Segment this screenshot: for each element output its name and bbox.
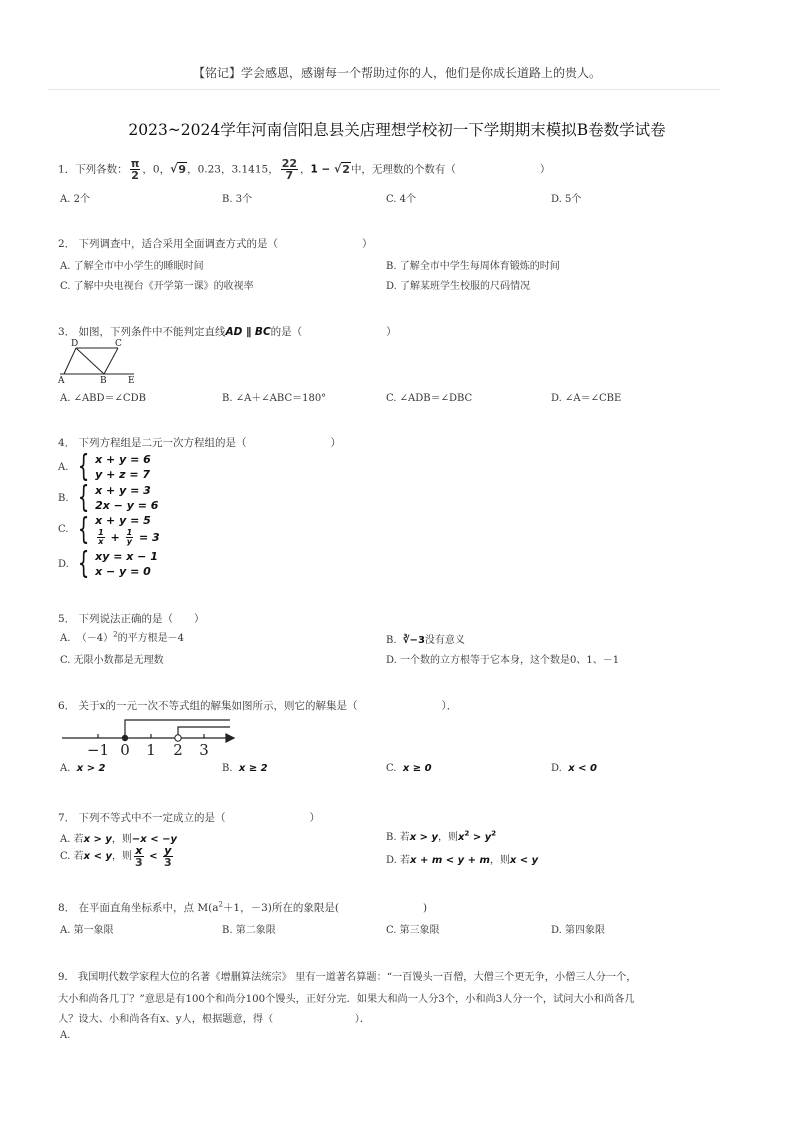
exponent: 2: [113, 630, 118, 639]
question-4-stem: 4． 下列方程组是二元一次方程组的是（ ）: [58, 437, 342, 449]
equation-system: [95, 483, 158, 513]
question-1-option-a[interactable]: A. 2个: [60, 194, 90, 205]
question-8-option-a[interactable]: A. 第一象限: [60, 925, 114, 936]
option-text: A. 若: [60, 834, 84, 845]
numerator: 1: [126, 527, 133, 537]
equation: x + y = 5: [95, 514, 151, 527]
equation: [95, 528, 160, 546]
question-2-option-a[interactable]: A. 了解全市中小学生的睡眠时间: [60, 261, 204, 272]
stem-text: 8． 在平面直角坐标系中，点 M(a: [58, 902, 219, 914]
cube-root: ∛−3: [402, 635, 425, 646]
fraction-1-over-y: [126, 529, 134, 546]
stem-text: ，: [300, 163, 311, 176]
exponent: 2: [218, 900, 223, 909]
question-4-option-c[interactable]: [58, 513, 160, 546]
line-da: [64, 348, 76, 374]
option-text: ，则: [438, 832, 459, 843]
option-math: x ≥ 2: [238, 763, 268, 774]
numerator: y: [164, 844, 172, 857]
stem-text: 3． 如图，下列条件中不能判定直线: [58, 326, 226, 338]
question-5-option-c[interactable]: C. 无限小数都是无理数: [60, 655, 164, 666]
question-6-option-c[interactable]: [386, 763, 432, 774]
label-a: A: [58, 376, 65, 386]
question-6-option-a[interactable]: [60, 763, 106, 774]
option-math: x < 0: [568, 763, 597, 774]
option-math: x < y: [509, 855, 539, 866]
question-2-option-b[interactable]: B. 了解全市中学生每周体育锻炼的时间: [386, 261, 560, 272]
brace-icon: {: [77, 480, 90, 515]
question-2-stem: 2． 下列调查中，适合采用全面调查方式的是（ ）: [58, 238, 373, 250]
question-5-option-d[interactable]: D. 一个数的立方根等于它本身，这个数是0、1、－1: [386, 655, 620, 666]
question-5-option-b[interactable]: [386, 631, 465, 646]
question-3-option-c[interactable]: C. ∠ADB＝∠DBC: [386, 393, 473, 404]
fraction-x-over-3: [134, 845, 144, 868]
brace-icon: {: [77, 449, 90, 484]
fraction-1-over-x: [97, 529, 105, 546]
question-3-stem: [58, 324, 397, 339]
equation: 2x − y = 6: [95, 499, 159, 512]
stem-text: 的是（ ）: [270, 326, 397, 338]
stem-text: 下列各数：: [75, 163, 128, 176]
radicand: 2: [342, 162, 350, 176]
question-1-option-b[interactable]: B. 3个: [222, 194, 253, 205]
equation-system: [95, 549, 158, 579]
plus-sign: +: [106, 530, 124, 544]
question-7-option-a[interactable]: [60, 830, 177, 845]
number-line: [58, 715, 248, 760]
option-text: B.: [386, 635, 403, 646]
option-label: A.: [60, 763, 71, 774]
motto: 【铭记】学会感恩，感谢每一个帮助过你的人，他们是你成长道路上的贵人。: [192, 66, 601, 80]
question-9-line-1: 9． 我国明代数学家程大位的名著《增删算法统宗》 里有一道著名算题：“一百馒头一百僧，大僧三个更无争，小僧三人分一个，: [58, 972, 637, 983]
stem-text: ，0.23，3.1415，: [187, 163, 279, 176]
question-2-option-c[interactable]: C. 了解中央电视台《开学第一课》的收视率: [60, 281, 254, 292]
question-number: 1．: [58, 163, 76, 176]
tick-label: 3: [199, 741, 209, 759]
numerator: x: [135, 844, 143, 857]
sqrt-9: √9: [170, 162, 187, 176]
tick-label: 2: [173, 741, 183, 759]
option-label: D.: [551, 763, 562, 774]
question-8-option-d[interactable]: D. 第四象限: [551, 925, 606, 936]
sqrt-2: √2: [333, 162, 350, 176]
less-than-sign: <: [145, 851, 161, 862]
math-expression: 1 −: [310, 163, 334, 176]
question-7-stem: 7． 下列不等式中不一定成立的是（ ）: [58, 812, 321, 824]
question-4-option-d[interactable]: [58, 546, 158, 581]
denominator: 3: [163, 856, 172, 869]
label-d: D: [71, 339, 79, 349]
radicand: 9: [178, 162, 187, 176]
numerator: π: [130, 157, 140, 170]
equation: x + y = 6: [95, 453, 151, 466]
exponent: 2: [464, 829, 470, 838]
question-4-option-b[interactable]: [58, 480, 159, 515]
option-math: −x < −y: [131, 834, 177, 845]
option-text: 没有意义: [424, 635, 465, 646]
equation: xy = x − 1: [95, 550, 158, 563]
denominator: 2: [131, 169, 139, 182]
label-b: B: [100, 376, 107, 386]
option-text: 的平方根是－4: [117, 633, 184, 644]
question-3-option-a[interactable]: A. ∠ABD＝∠CDB: [60, 393, 146, 404]
equation: y + z = 7: [95, 468, 151, 481]
option-math: x > 2: [76, 763, 106, 774]
question-3-option-b[interactable]: B. ∠A＋∠ABC＝180°: [222, 393, 327, 404]
option-label: B.: [58, 492, 69, 504]
question-6-stem: 6． 关于x的一元一次不等式组的解集如图所示，则它的解集是（ ）．: [58, 700, 458, 712]
denominator: x: [98, 536, 104, 546]
question-9-line-3: 人？设大、小和尚各有x、y人，根据题意，得（ ）．: [58, 1014, 371, 1025]
stem-text: ，0，: [142, 163, 171, 176]
option-text: ，则: [111, 851, 132, 862]
page-title: 2023~2024学年河南信阳息县关店理想学校初一下学期期末模拟B卷数学试卷: [128, 121, 666, 139]
question-5-option-a[interactable]: [60, 629, 184, 644]
math-parallel: AD ∥ BC: [225, 326, 271, 338]
tick-label: −1: [86, 741, 110, 759]
option-math: x: [458, 832, 465, 843]
option-text: D. 若: [386, 855, 411, 866]
brace-icon: {: [77, 511, 90, 547]
question-2-option-d[interactable]: D. 了解某班学生校服的尺码情况: [386, 281, 531, 292]
denominator: 7: [285, 169, 294, 182]
exponent: 2: [491, 829, 497, 838]
stem-text: 中，无理数的个数有（ ）: [350, 163, 551, 176]
option-text: A. （－4）: [60, 633, 114, 644]
option-math: x < y: [83, 851, 112, 862]
question-1-option-c[interactable]: C. 4个: [386, 194, 417, 205]
question-7-option-c[interactable]: [60, 845, 175, 868]
stem-text: ＋1，－3)所在的象限是( ): [222, 902, 428, 914]
rhs: = 3: [135, 530, 160, 544]
question-8-stem: [58, 900, 427, 915]
question-3-option-d[interactable]: D. ∠A＝∠CBE: [551, 393, 622, 404]
question-7-option-d[interactable]: [386, 851, 538, 866]
option-math: > y: [469, 832, 492, 843]
option-label: C.: [58, 524, 69, 535]
line-db: [76, 348, 104, 374]
tick-label: 1: [146, 741, 156, 759]
question-9-line-2: 大小和尚各几丁？”意思是有100个和尚分100个馒头，正好分完．如果大和尚一人分3个，小和尚3人分一个，试问大小和尚各几: [58, 994, 635, 1005]
option-math: x ≥ 0: [402, 763, 432, 774]
option-text: B. 若: [386, 832, 410, 843]
question-6-option-b[interactable]: [222, 763, 268, 774]
question-1-option-d[interactable]: D. 5个: [551, 194, 582, 205]
equation: x − y = 0: [95, 565, 151, 578]
equation: x + y = 3: [95, 484, 151, 497]
option-label: D.: [58, 558, 69, 570]
numerator: 22: [281, 157, 298, 170]
label-c: C: [115, 339, 122, 349]
option-label: C.: [386, 763, 397, 774]
fraction-pi-over-2: [130, 158, 141, 181]
denominator: y: [126, 536, 132, 546]
arrow-icon: [226, 734, 234, 742]
question-6-option-d[interactable]: [551, 763, 597, 774]
label-e: E: [128, 376, 135, 386]
question-7-option-b[interactable]: [386, 828, 496, 843]
question-5-stem: 5． 下列说法正确的是（ ）: [58, 613, 205, 625]
question-8-option-b[interactable]: B. 第二象限: [222, 925, 276, 936]
option-label: A.: [58, 461, 69, 473]
equation-system: [95, 513, 160, 546]
option-math: x > y: [83, 834, 112, 845]
option-text: C. 若: [60, 851, 84, 862]
option-text: ，则: [111, 834, 132, 845]
question-4-option-a[interactable]: [58, 449, 151, 484]
numerator: 1: [98, 527, 104, 537]
equation-system: [95, 452, 151, 482]
fraction-y-over-3: [163, 845, 173, 868]
tick-label: 0: [120, 741, 130, 759]
geometry-figure: [56, 338, 146, 386]
question-1-stem: [58, 158, 550, 181]
denominator: 3: [134, 856, 143, 869]
question-8-option-c[interactable]: C. 第三象限: [386, 925, 440, 936]
brace-icon: {: [77, 546, 90, 581]
header-divider: [48, 89, 720, 90]
fraction-22-over-7: [281, 158, 298, 181]
option-math: x + m < y + m: [410, 855, 490, 866]
question-9-option-a[interactable]: A.: [60, 1030, 71, 1041]
line-cb: [104, 348, 118, 374]
option-label: B.: [222, 763, 233, 774]
option-text: ，则: [489, 855, 510, 866]
option-math: x > y: [409, 832, 439, 843]
